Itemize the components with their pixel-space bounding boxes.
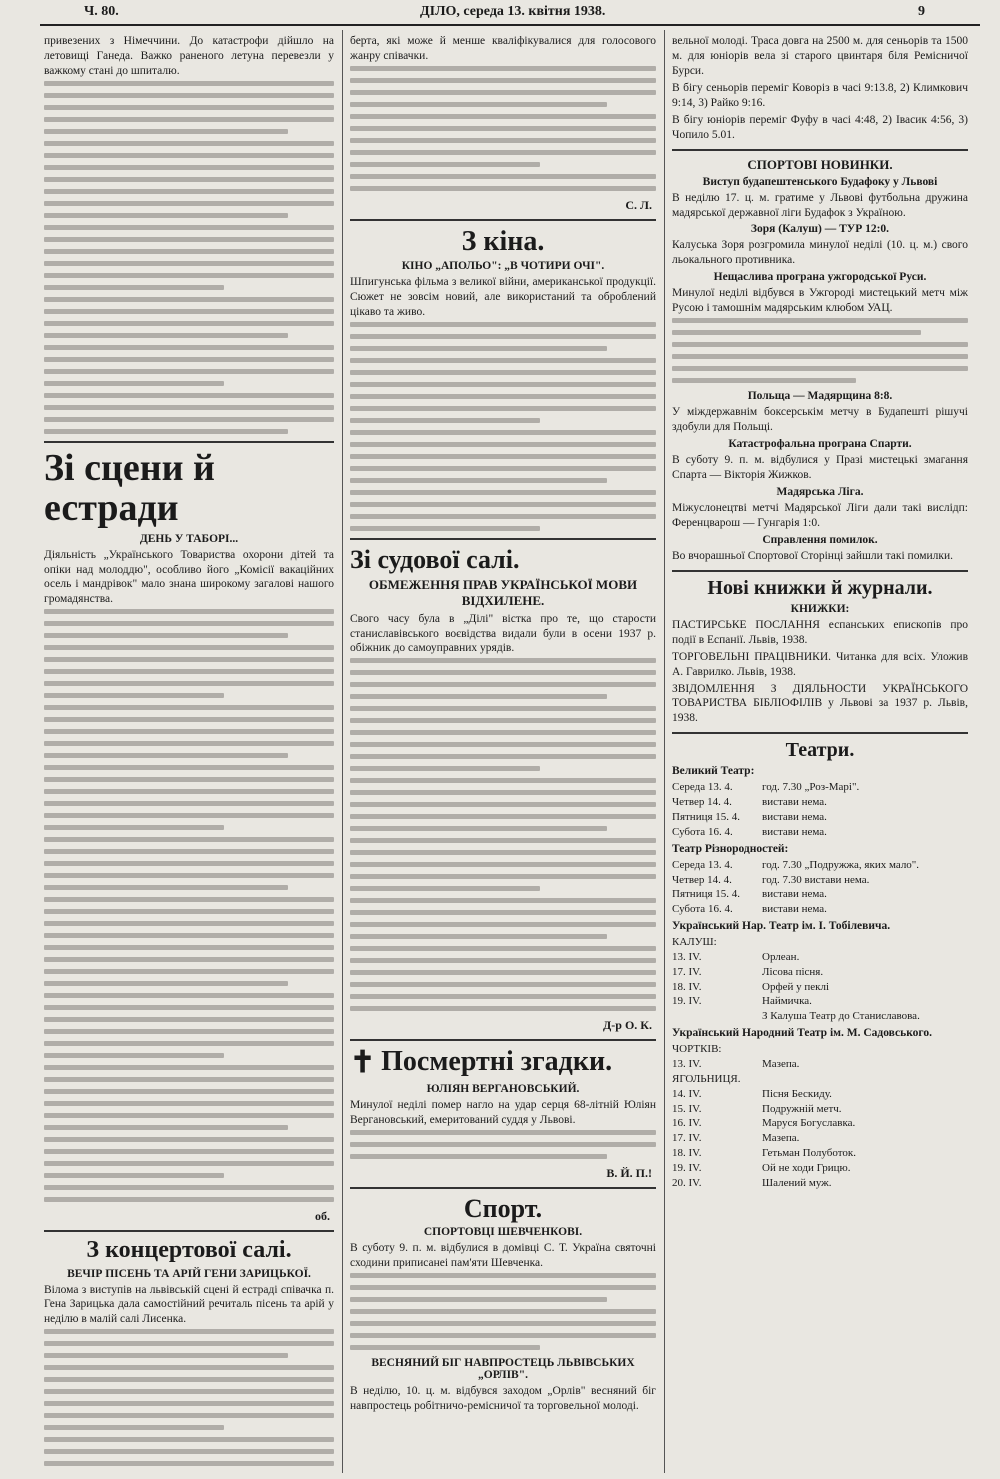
schedule-row: [672, 950, 968, 965]
news-headline: Виступ будапештенського Будафоку у Львові: [702, 175, 938, 188]
article-lead: Вілома з виступів на львівській сцені й естраді співачка п. Гена Зарицька дала самостійний речиталь пісень та арій у неділю в малій салі Лисенка.: [44, 1283, 334, 1326]
schedule-date: [672, 1009, 762, 1024]
schedule-row: [672, 994, 968, 1009]
schedule-row: [672, 1009, 968, 1024]
schedule-play: вистави нема.: [762, 811, 827, 823]
article-continuation: берта, які може й менше кваліфікувалися для голосового жанру співачки.: [350, 35, 656, 62]
article-lead: Шпигунська фільма з великої війни, американської продукції. Сюжет не зовсім новий, але використаний та оброблений цікаво та живо.: [350, 276, 656, 319]
theatre-name: Великий Театр:: [672, 765, 755, 778]
section-rule: [44, 441, 334, 443]
race-result: В бігу сеньорів переміг Коворіз в часі 9:13.8, 2) Климкович 9:14, 3) Райко 9:16.: [672, 81, 968, 109]
schedule-row: [672, 1087, 968, 1102]
news-text: Калуська Зоря розгромила минулої неділі (10. ц. м.) свого льокального противника.: [672, 239, 968, 267]
news-headline: Мадярська Ліга.: [776, 485, 864, 498]
text-placeholder: [672, 318, 968, 383]
header-rule: [40, 24, 980, 26]
schedule-play: Мазепа.: [762, 1132, 800, 1145]
schedule-play: Ой не ходи Грицю.: [762, 1161, 851, 1174]
section-title-theatres: Театри.: [785, 739, 855, 762]
schedule-row: [672, 935, 968, 950]
schedule-row: [672, 1131, 968, 1146]
article-continuation: привезених з Німеччини. До катастрофи дійшло на летовищі Ганеда. Важко раненого летуна перевезли у важкому стані до шпиталю.: [44, 35, 334, 77]
article-headline: СПОРТОВЦІ ШЕВЧЕНКОВІ.: [423, 1226, 583, 1239]
schedule-play: вистави нема.: [762, 825, 827, 838]
section-title-concert: З концертової салі.: [86, 1237, 292, 1264]
schedule-play: вистави нема.: [762, 903, 827, 916]
news-text: Міжуслонецтві метчі Мадярської Ліги дали такі вислідп: Ференцварош — Гунгарія 1:0.: [672, 501, 968, 529]
schedule-play: год. 7.30 вистави нема.: [762, 873, 870, 886]
section-title-stage: Зі сцени й естради: [44, 446, 215, 529]
article-headline: ВЕЧІР ПІСЕНЬ ТА АРІЙ ГЕНИ ЗАРИЦЬКОЇ.: [67, 1267, 311, 1280]
section-rule: [44, 1230, 334, 1232]
schedule-date: 18. IV.: [672, 1147, 702, 1160]
schedule-row: [672, 902, 968, 917]
section-rule: [672, 732, 968, 734]
news-text: У міждержавнім боксерськім метчу в Будапешті рішучі здобули для Польщі.: [672, 406, 968, 434]
schedule-date: Четвер 14. 4.: [672, 796, 732, 809]
news-headline: Польща — Мадярщина 8:8.: [747, 390, 893, 403]
schedule-play: Шалений муж.: [762, 1176, 832, 1189]
article-signature: Д-р О. К.: [603, 1018, 652, 1033]
schedule-play: Орлеан.: [762, 950, 800, 963]
schedule-play: Подружній метч.: [762, 1102, 842, 1115]
schedule-play: [762, 935, 968, 950]
schedule-play: [762, 1042, 968, 1057]
schedule-row: [672, 887, 968, 902]
section-title-sport: Спорт.: [463, 1193, 543, 1223]
section-rule: [350, 219, 656, 221]
schedule-row: [672, 1161, 968, 1176]
schedule-row: [672, 1176, 968, 1191]
schedule-row: [672, 1116, 968, 1131]
schedule-date: Середа 13. 4.: [672, 781, 733, 794]
schedule-play: вистави нема.: [762, 796, 827, 809]
schedule-row: [672, 1102, 968, 1117]
schedule-play: Наймичка.: [762, 995, 812, 1008]
text-placeholder: [350, 658, 656, 1011]
page-number: 9: [918, 4, 925, 19]
news-headline: Зоря (Калуш) — ТУР 12:0.: [750, 223, 890, 236]
news-headline: Нещаслива програна ужгородської Руси.: [713, 271, 927, 284]
section-title-obituary: [350, 1047, 656, 1079]
article-lead: Свого часу була в „Ділі" вістка про те, що старости станиславівського воєвідства видали були в осени 1937 р. обіжник до самоуправних урядів.: [350, 612, 656, 655]
schedule-play: Лісова пісня.: [762, 965, 824, 978]
schedule-date: 17. IV.: [672, 965, 702, 978]
schedule-row: [672, 858, 968, 873]
schedule-play: Пісня Бескиду.: [762, 1087, 832, 1100]
text-placeholder: [350, 1130, 656, 1159]
section-rule: [350, 538, 656, 540]
schedule-row: [672, 965, 968, 980]
column-right: [672, 32, 968, 1471]
section-title-books: Нові книжки й журнали.: [707, 576, 933, 599]
news-text: В суботу 9. п. м. відбулися у Празі мистецькі змагання Спарта — Вікторія Жижков.: [672, 454, 968, 481]
schedule-date: 18. IV.: [672, 980, 702, 993]
book-entry: ЗВІДОМЛЕННЯ З ДІЯЛЬНОСТИ УКРАЇНСЬКОГО ТОВАРИСТВА БІБЛІОФІЛІВ у Львові за 1937 р. Львів, 1938.: [672, 682, 968, 725]
schedule-row: [672, 795, 968, 810]
news-text: Во вчорашньої Спортової Сторінці зайшли такі помилки.: [672, 549, 954, 562]
schedule-date: 19. IV.: [672, 1161, 702, 1174]
schedule-date: 19. IV.: [672, 995, 702, 1008]
schedule-row: [672, 1072, 968, 1087]
article-headline: ОБМЕЖЕННЯ ПРАВ УКРАЇНСЬКОЇ МОВИ ВІДХИЛЕНЕ.: [368, 577, 638, 608]
cross-icon: ✝: [350, 1046, 376, 1080]
masthead-date: ДІЛО, середа 13. квітня 1938.: [420, 4, 606, 19]
text-placeholder: [350, 322, 656, 531]
article-headline: КІНО „АПОЛЬО": „В ЧОТИРИ ОЧІ".: [401, 260, 605, 273]
article-headline: ВЕСНЯНИЙ БІГ НАВПРОСТЕЦЬ ЛЬВІВСЬКИХ „ОРЛІВ".: [371, 1356, 635, 1381]
theatre-list: [672, 765, 968, 1190]
text-placeholder: [44, 1329, 334, 1471]
schedule-date: Пятниця 15. 4.: [672, 888, 741, 901]
schedule-play: год. 7.30 „Роз-Марі".: [762, 781, 860, 794]
schedule-play: [762, 1072, 968, 1087]
issue-number: Ч. 80.: [84, 4, 119, 19]
obituary-title: Посмертні згадки.: [381, 1046, 613, 1078]
section-rule: [350, 1039, 656, 1041]
text-placeholder: [350, 1273, 656, 1350]
schedule-row: [672, 1146, 968, 1161]
article-lead: В суботу 9. п. м. відбулися в домівці С. Т. Україна святочні сходини приписанеі пам'яти Шевченка.: [350, 1242, 656, 1269]
section-title-court: Зі судової салі.: [350, 545, 520, 575]
schedule-date: КАЛУШ:: [672, 936, 717, 949]
schedule-date: Субота 16. 4.: [672, 903, 733, 916]
theatre-name: Театр Різноpодностей:: [672, 842, 789, 855]
news-headline: Справлення помилок.: [762, 533, 878, 546]
article-lead: В неділю, 10. ц. м. відбувся заходом „Орлів" весняний біг навпростець робітничо-ремісничої та торговельної молоді.: [350, 1384, 656, 1412]
schedule-play: вистави нема.: [762, 888, 827, 901]
schedule-play: Орфей у пеклі: [762, 980, 829, 993]
article-headline: ДЕНЬ У ТАБОРІ...: [139, 532, 239, 545]
article-lead: Діяльність „Українського Товариства охорони дітей та опіки над молоддю", особливо його „Комісії вакаційних осель і мандрівок" мало знана широкому загалові нашого громадянства.: [44, 548, 334, 606]
section-rule: [350, 1187, 656, 1189]
schedule-date: 13. IV.: [672, 1057, 702, 1070]
article-continuation: вельної молоді. Траса довга на 2500 м. для сеньорів та 1500 м. для юніорів вела зі старого цвинтаря біля Ремісничої Бурси.: [672, 35, 968, 77]
column-divider: [342, 30, 343, 1473]
article-signature: В. Й. П.!: [606, 1165, 652, 1180]
schedule-play: Гетьман Полуботок.: [762, 1147, 856, 1160]
schedule-date: 14. IV.: [672, 1087, 702, 1100]
section-title-cinema: З кіна.: [461, 225, 545, 257]
race-result: В бігу юніорів переміг Фуфу в часі 4:48, 2) Івасик 4:56, 3) Чопило 5.01.: [672, 113, 968, 141]
schedule-date: 17. IV.: [672, 1132, 702, 1145]
schedule-date: Четвер 14. 4.: [672, 873, 732, 886]
schedule-row: [672, 1042, 968, 1057]
schedule-date: ЯГОЛЬНИЦЯ.: [672, 1072, 741, 1085]
text-placeholder: [350, 66, 656, 191]
schedule-play: З Калуша Театр до Станиславова.: [762, 1010, 920, 1023]
column-left: [44, 32, 334, 1471]
schedule-date: ЧОРТКІВ:: [672, 1043, 722, 1056]
schedule-row: [672, 1057, 968, 1072]
section-title-sport-news: СПОРТОВІ НОВИНКИ.: [747, 156, 893, 172]
schedule-play: Мазепа.: [762, 1057, 800, 1070]
schedule-date: Середа 13. 4.: [672, 858, 733, 871]
schedule-date: 20. IV.: [672, 1176, 702, 1189]
section-rule: [672, 570, 968, 572]
schedule-date: Субота 16. 4.: [672, 825, 733, 838]
schedule-date: 15. IV.: [672, 1102, 702, 1115]
theatre-name: Український Нар. Театр ім. І. Тобілевича.: [672, 920, 891, 933]
book-entry: ПАСТИРСЬКЕ ПОСЛАННЯ еспанських епископів про події в Еспанії. Львів, 1938.: [672, 618, 968, 646]
article-signature: об.: [315, 1209, 330, 1224]
news-headline: Катастрофальна програна Спарти.: [728, 438, 912, 451]
schedule-row: [672, 980, 968, 995]
book-entry: ТОРГОВЕЛЬНІ ПРАЦІВНИКИ. Читанка для всіх. Уложив А. Гаврилко. Львів, 1938.: [672, 650, 968, 678]
schedule-row: [672, 780, 968, 795]
article-headline: ЮЛІЯН ВЕРГАНОВСЬКИЙ.: [426, 1082, 580, 1095]
schedule-row: [672, 825, 968, 840]
schedule-row: [672, 810, 968, 825]
text-placeholder: [44, 609, 334, 1202]
text-placeholder: [44, 81, 334, 434]
schedule-play: Маруся Богуславка.: [762, 1117, 856, 1130]
news-text: В неділю 17. ц. м. гратиме у Львові футбольна дружина мадярської державної ліги Будафок з Україною.: [672, 191, 968, 219]
column-divider: [664, 30, 665, 1473]
schedule-date: 13. IV.: [672, 950, 702, 963]
schedule-play: год. 7.30 „Подружжа, яких мало".: [762, 858, 920, 871]
article-lead: Минулої неділі помер нагло на удар серця 68-літній Юліян Вергановський, емеритований суддя у Львові.: [350, 1098, 656, 1126]
schedule-date: Пятниця 15. 4.: [672, 811, 741, 823]
news-text: Минулої неділі відбувся в Ужгороді мистецький метч між Русою і тамошнім мадярським клюбом УАЦ.: [672, 287, 968, 315]
books-subtitle: КНИЖКИ:: [790, 602, 850, 615]
section-rule: [672, 149, 968, 151]
schedule-row: [672, 873, 968, 888]
article-signature: С. Л.: [625, 197, 652, 212]
theatre-name: Український Народний Театр ім. М. Садовського.: [672, 1027, 932, 1040]
schedule-date: 16. IV.: [672, 1117, 702, 1130]
page-header: [0, 0, 1000, 26]
column-middle: [350, 32, 656, 1471]
